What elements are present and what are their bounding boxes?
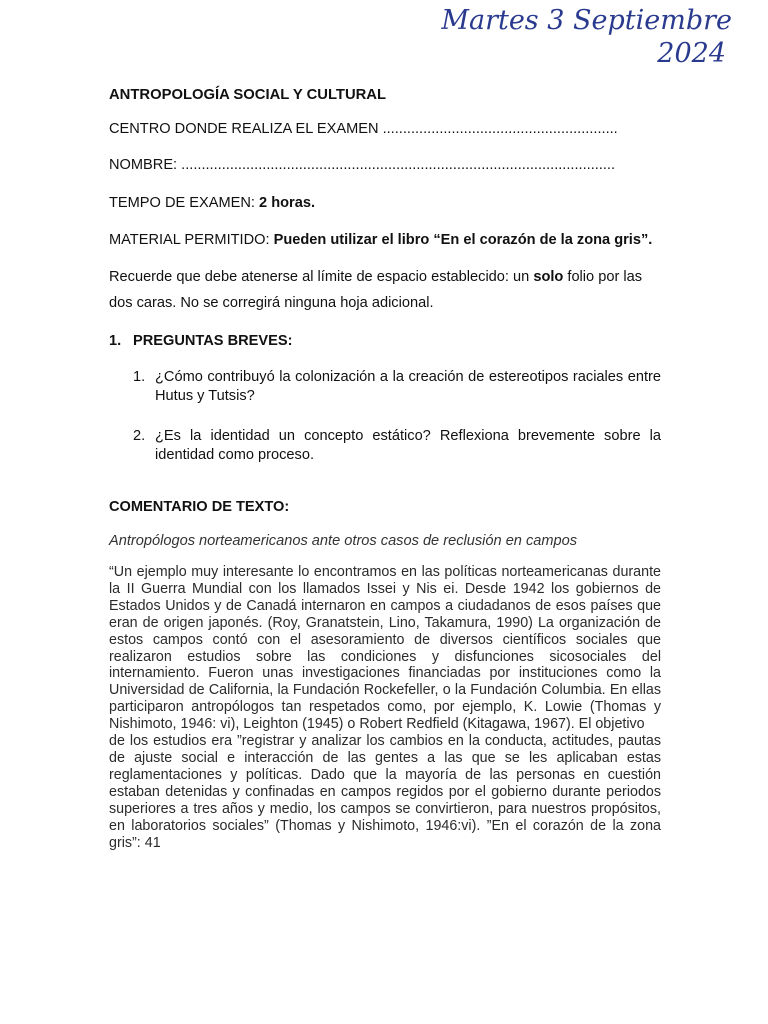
question-number: 2.: [133, 428, 146, 444]
space-notice-before: Recuerde que debe atenerse al límite de espacio establecido: un: [109, 269, 530, 285]
handwritten-date: [441, 4, 732, 70]
section-number: 1.: [109, 333, 122, 349]
comentario-text: [109, 564, 661, 851]
name-label: NOMBRE:: [109, 157, 178, 173]
material-field: [109, 228, 661, 252]
name-dots: ...........................................................................................................: [181, 157, 616, 173]
exam-time-field: [109, 192, 661, 214]
question-number: 1.: [133, 369, 146, 385]
space-notice-bold: solo: [533, 269, 564, 285]
material-value: Pueden utilizar el libro “En el corazón de la zona gris”.: [273, 232, 653, 248]
exam-center-dots: ..........................................................: [382, 121, 618, 137]
exam-time-label: TEMPO DE EXAMEN:: [109, 195, 255, 211]
exam-time-value: 2 horas.: [259, 195, 315, 211]
handwritten-date-line1: Martes 3 Septiembre: [441, 5, 732, 36]
question-item: [133, 368, 661, 406]
exam-document: [109, 84, 661, 851]
space-notice-after: folio por las dos caras. No se corregirá ninguna hoja adicional.: [109, 269, 643, 311]
exam-title: ANTROPOLOGÍA SOCIAL Y CULTURAL: [109, 87, 387, 103]
comentario-paragraph: de los estudios era ”registrar y analizar los cambios en la conducta, actitudes, pautas de ajuste social e interacción de las gentes a las que se les aplicaban estas reglamentaciones y políticas. Dado que la mayoría de las personas en cuestión estaban detenidas y confinadas en campos regidos por el gobierno durante periodos superiores a tres años y medio, los campos se convirtieron, para nuestros propósitos, en laboratorios sociales” (Thomas y Nishimoto, 1946:vi). ”En el corazón de la zona gris”: 41: [109, 733, 661, 851]
material-label: MATERIAL PERMITIDO:: [109, 232, 270, 248]
question-text: ¿Cómo contribuyó la colonización a la creación de estereotipos raciales entre Hutus y Tutsis?: [155, 369, 661, 404]
exam-center-field: [109, 118, 661, 140]
question-text: ¿Es la identidad un concepto estático? Reflexiona brevemente sobre la identidad como proceso.: [155, 428, 661, 463]
question-list: [109, 368, 661, 465]
space-notice: [109, 264, 661, 316]
section-heading-preguntas: [109, 330, 661, 352]
comentario-subtitle: Antropólogos norteamericanos ante otros casos de reclusión en campos: [109, 533, 578, 549]
name-field: [109, 154, 661, 176]
exam-center-label: CENTRO DONDE REALIZA EL EXAMEN: [109, 121, 379, 137]
question-item: [133, 427, 661, 465]
handwritten-date-line2: 2024: [657, 38, 726, 69]
section-title: PREGUNTAS BREVES:: [133, 333, 293, 349]
comentario-heading: COMENTARIO DE TEXTO:: [109, 499, 290, 515]
comentario-paragraph: “Un ejemplo muy interesante lo encontramos en las políticas norteamericanas durante la II Guerra Mundial con los llamados Issei y Nis ei. Desde 1942 los gobiernos de Estados Unidos y de Canadá internaron en campos a ciudadanos de esos países que eran de origen japonés. (Roy, Granatstein, Lino, Takamura, 1990) La organización de estos campos contó con el asesoramiento de diversos científicos sociales que realizaron estudios sobre las condiciones y disfunciones sicosociales del internamiento. Fueron unas investigaciones financiadas por instituciones como la Universidad de California, la Fundación Rockefeller, o la Fundación Columbia. En ellas participaron antropólogos tan respetados como, por ejemplo, K. Lowie (Thomas y Nishimoto, 1946: vi), Leighton (1945) o Robert Redfield (Kitagawa, 1967). El objetivo: [109, 564, 661, 733]
